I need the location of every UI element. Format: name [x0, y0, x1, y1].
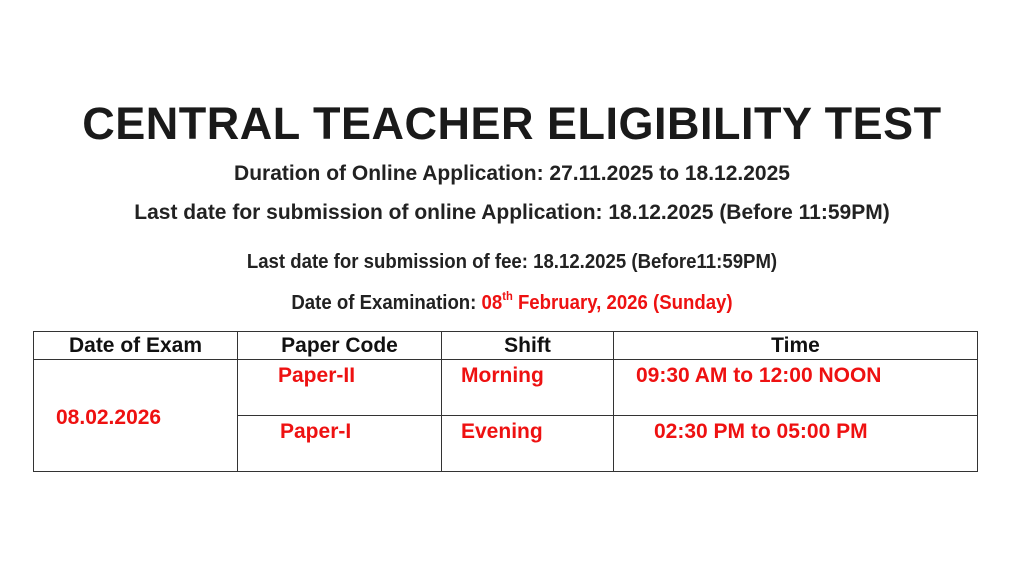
shift-cell: [442, 416, 614, 472]
table-row: [34, 360, 978, 416]
exam-date-label: Date of Examination:: [291, 292, 482, 314]
exam-date-suffix: th: [502, 289, 513, 303]
document-title: CENTRAL TEACHER ELIGIBILITY TEST: [82, 98, 942, 149]
shift: Evening: [461, 420, 543, 443]
header-paper-code: Paper Code: [238, 332, 442, 360]
time-cell: [614, 360, 978, 416]
header-shift: Shift: [442, 332, 614, 360]
exam-date-line: [36, 289, 988, 315]
time-cell: [614, 416, 978, 472]
exam-date-value: 08.02.2026: [56, 405, 162, 429]
paper-code-cell: [238, 416, 442, 472]
application-last-date: Last date for submission of online Application: 18.12.2025 (Before 11:59PM): [134, 201, 890, 224]
time: 09:30 AM to 12:00 NOON: [636, 364, 882, 387]
exam-date-cell: [34, 360, 238, 472]
paper-code: Paper-II: [278, 364, 356, 387]
header-date-of-exam: Date of Exam: [34, 332, 238, 360]
time: 02:30 PM to 05:00 PM: [654, 420, 868, 443]
paper-code-cell: [238, 360, 442, 416]
exam-date-day: 08: [481, 292, 503, 314]
application-duration: Duration of Online Application: 27.11.2025 to 18.12.2025: [234, 162, 790, 185]
exam-date-rest: February, 2026 (Sunday): [512, 292, 733, 314]
paper-code: Paper-I: [280, 420, 352, 443]
table-header-row: [34, 332, 978, 360]
shift: Morning: [461, 364, 544, 387]
header-time: Time: [614, 332, 978, 360]
fee-last-date: Last date for submission of fee: 18.12.2025 (Before11:59PM): [246, 251, 778, 273]
shift-cell: [442, 360, 614, 416]
exam-schedule-table: [33, 331, 978, 472]
